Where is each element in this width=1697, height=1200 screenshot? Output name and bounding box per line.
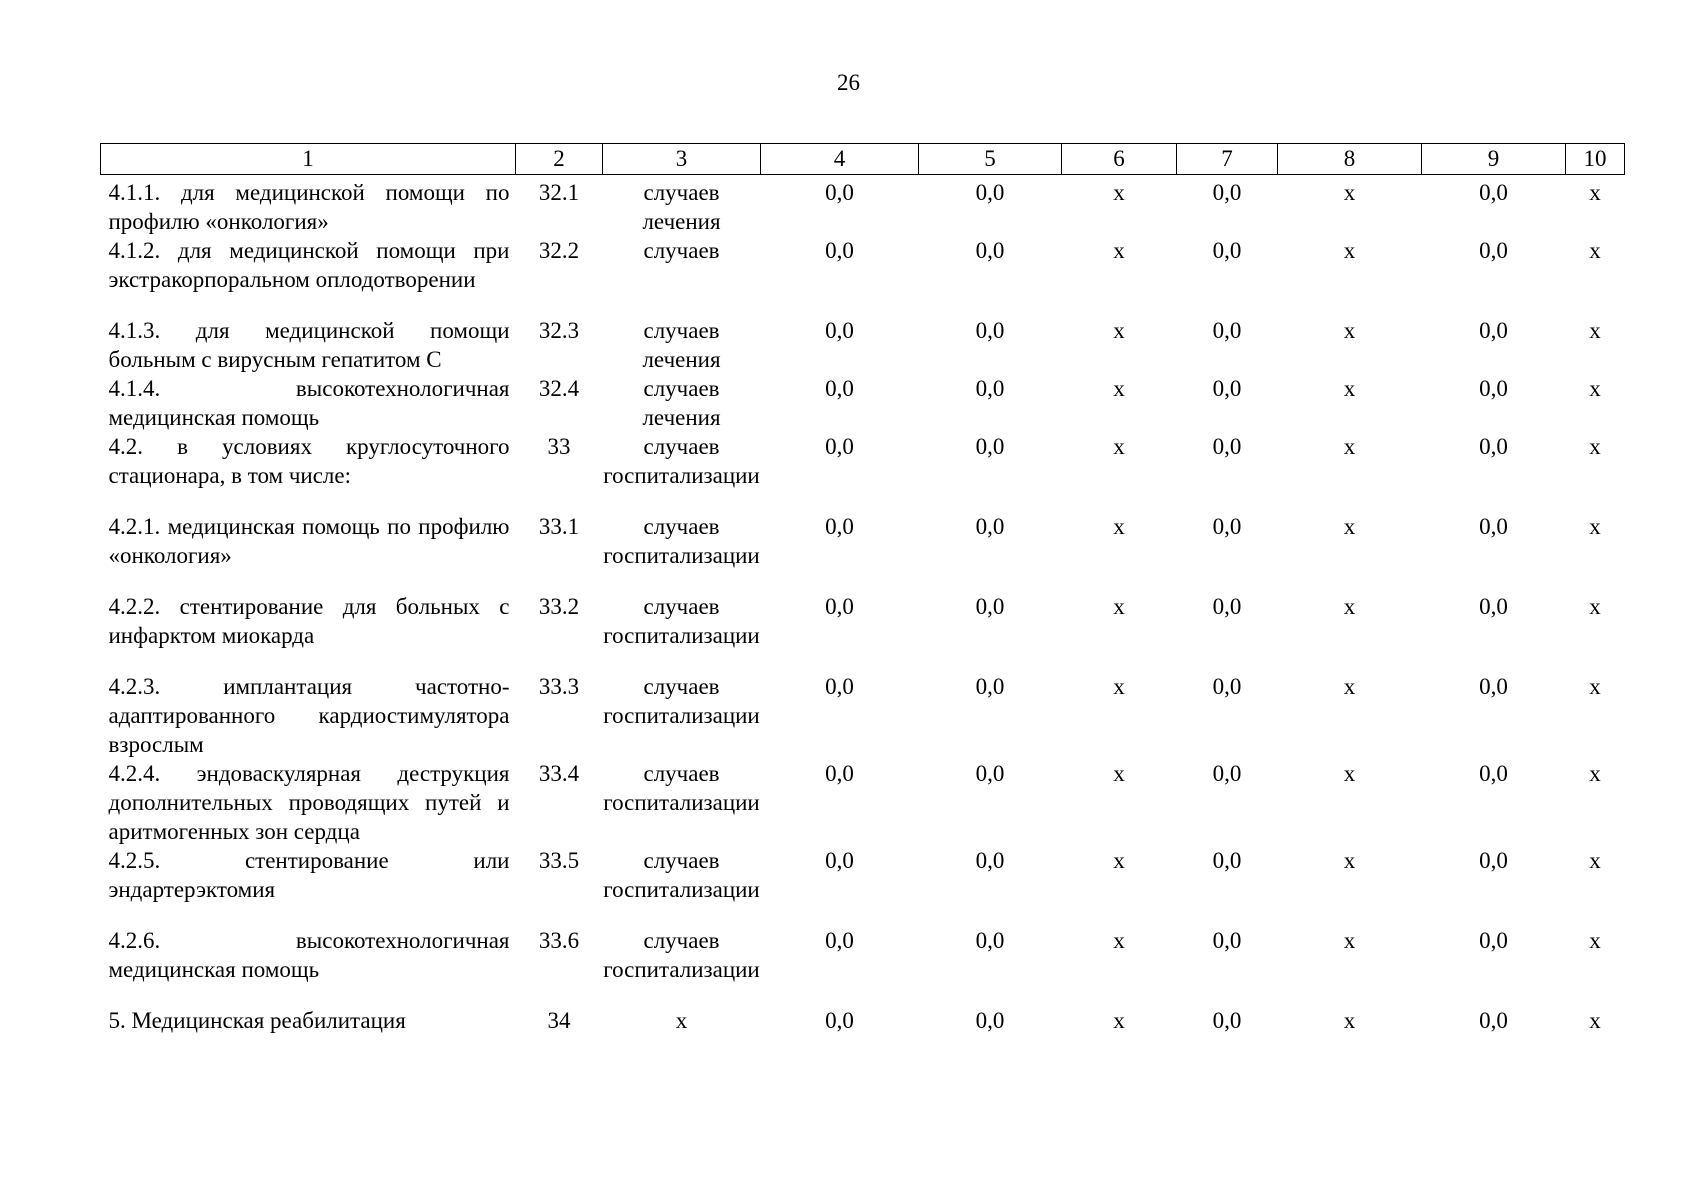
value-cell: х <box>1343 928 1356 953</box>
value-cell: х <box>1343 848 1356 873</box>
unit-cell: случаев госпитализации <box>603 674 760 728</box>
value-cell: 0,0 <box>975 376 1005 401</box>
value-cell: 0,0 <box>1479 594 1508 619</box>
value-cell: 0,0 <box>825 238 854 263</box>
column-header: 3 <box>603 144 761 175</box>
value-cell: 0,0 <box>1212 848 1242 873</box>
table-row <box>101 592 1625 672</box>
value-cell: х <box>1113 848 1125 873</box>
value-cell: х <box>1589 928 1601 953</box>
unit-cell: случаев госпитализации <box>603 928 760 982</box>
row-code-cell: 33.6 <box>538 928 580 953</box>
value-cell: х <box>1343 376 1356 401</box>
value-cell: 0,0 <box>825 761 854 786</box>
table-row <box>101 846 1625 926</box>
value-cell: х <box>1589 1008 1601 1033</box>
value-cell: х <box>1113 514 1125 539</box>
row-code-cell: 33.5 <box>538 848 580 873</box>
table-row <box>101 236 1625 316</box>
value-cell: х <box>1113 674 1125 699</box>
value-cell: х <box>1113 180 1125 205</box>
value-cell: 0,0 <box>1479 318 1508 343</box>
table-row <box>101 175 1625 237</box>
column-header: 9 <box>1422 144 1566 175</box>
value-cell: х <box>1343 761 1356 786</box>
table-row <box>101 432 1625 512</box>
column-header: 10 <box>1566 144 1625 175</box>
value-cell: 0,0 <box>1479 928 1508 953</box>
table-row <box>101 1006 1625 1036</box>
table-row <box>101 759 1625 846</box>
data-table <box>100 143 1625 1036</box>
value-cell: х <box>1589 514 1601 539</box>
column-header: 4 <box>761 144 919 175</box>
value-cell: х <box>1113 434 1125 459</box>
header-row <box>101 144 1625 175</box>
column-header: 2 <box>516 144 603 175</box>
unit-cell: случаев госпитализации <box>603 434 760 488</box>
value-cell: 0,0 <box>1212 434 1242 459</box>
value-cell: х <box>1343 318 1356 343</box>
value-cell: 0,0 <box>1212 928 1242 953</box>
unit-cell: случаев лечения <box>642 376 721 430</box>
row-code-cell: 32.2 <box>538 238 580 263</box>
unit-cell: х <box>675 1008 688 1033</box>
value-cell: 0,0 <box>825 180 854 205</box>
value-cell: 0,0 <box>1479 761 1508 786</box>
row-name-cell: 4.1.1. для медицинской помощи по профилю «онкология» <box>108 180 510 234</box>
value-cell: х <box>1589 180 1601 205</box>
value-cell: 0,0 <box>1212 514 1242 539</box>
value-cell: 0,0 <box>975 1008 1005 1033</box>
value-cell: 0,0 <box>1479 238 1508 263</box>
row-code-cell: 32.1 <box>538 180 580 205</box>
unit-cell: случаев <box>643 238 720 263</box>
row-name-cell: 4.1.3. для медицинской помощи больным с вирусным гепатитом С <box>108 318 510 372</box>
value-cell: 0,0 <box>975 180 1005 205</box>
unit-cell: случаев лечения <box>642 318 721 372</box>
value-cell: 0,0 <box>975 594 1005 619</box>
row-name-cell: 4.2. в условиях круглосуточного стационара, в том числе: <box>108 434 510 488</box>
row-name-cell: 4.2.1. медицинская помощь по профилю «онкология» <box>108 514 510 568</box>
value-cell: х <box>1113 594 1125 619</box>
value-cell: х <box>1343 514 1356 539</box>
row-code-cell: 32.3 <box>538 318 580 343</box>
column-header: 6 <box>1062 144 1177 175</box>
row-code-cell: 33.1 <box>538 514 580 539</box>
value-cell: х <box>1343 594 1356 619</box>
value-cell: 0,0 <box>1212 761 1242 786</box>
row-name-cell: 4.2.5. стентирование или эндартерэктомия <box>108 848 510 902</box>
value-cell: х <box>1589 318 1601 343</box>
table-row <box>101 374 1625 432</box>
value-cell: х <box>1343 238 1356 263</box>
value-cell: 0,0 <box>825 1008 854 1033</box>
column-header: 1 <box>101 144 516 175</box>
value-cell: х <box>1113 376 1125 401</box>
unit-cell: случаев госпитализации <box>603 514 760 568</box>
unit-cell: случаев лечения <box>642 180 721 234</box>
value-cell: х <box>1589 761 1601 786</box>
value-cell: х <box>1589 376 1601 401</box>
row-name-cell: 5. Медицинская реабилитация <box>108 1008 406 1033</box>
column-header: 5 <box>919 144 1062 175</box>
value-cell: 0,0 <box>1212 1008 1242 1033</box>
value-cell: х <box>1343 674 1356 699</box>
row-code-cell: 33.3 <box>538 674 580 699</box>
value-cell: 0,0 <box>975 761 1005 786</box>
value-cell: 0,0 <box>975 848 1005 873</box>
value-cell: 0,0 <box>1479 674 1508 699</box>
value-cell: х <box>1113 1008 1125 1033</box>
page-number: 26 <box>837 70 860 95</box>
value-cell: 0,0 <box>975 434 1005 459</box>
value-cell: 0,0 <box>1212 674 1242 699</box>
value-cell: 0,0 <box>825 594 854 619</box>
value-cell: х <box>1113 761 1125 786</box>
value-cell: 0,0 <box>825 434 854 459</box>
value-cell: 0,0 <box>1479 180 1508 205</box>
value-cell: х <box>1343 434 1356 459</box>
unit-cell: случаев госпитализации <box>603 594 760 648</box>
value-cell: 0,0 <box>825 376 854 401</box>
row-name-cell: 4.2.6. высокотехнологичная медицинская помощь <box>108 928 510 982</box>
value-cell: 0,0 <box>1212 238 1242 263</box>
row-code-cell: 33 <box>547 434 571 459</box>
value-cell: х <box>1343 1008 1356 1033</box>
value-cell: 0,0 <box>975 318 1005 343</box>
value-cell: 0,0 <box>825 928 854 953</box>
value-cell: 0,0 <box>1479 376 1508 401</box>
table-row <box>101 926 1625 1006</box>
column-header: 7 <box>1177 144 1278 175</box>
value-cell: х <box>1113 238 1125 263</box>
value-cell: 0,0 <box>825 848 854 873</box>
value-cell: 0,0 <box>1212 376 1242 401</box>
value-cell: х <box>1589 848 1601 873</box>
value-cell: х <box>1589 434 1601 459</box>
table-body <box>101 175 1625 1037</box>
row-name-cell: 4.2.2. стентирование для больных с инфарктом миокарда <box>108 594 510 648</box>
value-cell: 0,0 <box>975 928 1005 953</box>
table-row <box>101 512 1625 592</box>
value-cell: х <box>1113 318 1125 343</box>
row-code-cell: 33.2 <box>538 594 580 619</box>
value-cell: 0,0 <box>975 674 1005 699</box>
unit-cell: случаев госпитализации <box>603 848 760 902</box>
value-cell: 0,0 <box>975 238 1005 263</box>
column-header: 8 <box>1278 144 1422 175</box>
value-cell: 0,0 <box>1479 434 1508 459</box>
value-cell: 0,0 <box>825 674 854 699</box>
value-cell: х <box>1589 238 1601 263</box>
value-cell: 0,0 <box>1479 1008 1508 1033</box>
row-code-cell: 34 <box>547 1008 571 1033</box>
value-cell: х <box>1113 928 1125 953</box>
value-cell: 0,0 <box>975 514 1005 539</box>
row-code-cell: 33.4 <box>538 761 580 786</box>
table-row <box>101 316 1625 374</box>
row-name-cell: 4.2.4. эндоваскулярная деструкция дополнительных проводящих путей и аритмогенных зон сердца <box>108 761 510 844</box>
unit-cell: случаев госпитализации <box>603 761 760 815</box>
value-cell: х <box>1589 594 1601 619</box>
value-cell: 0,0 <box>1479 514 1508 539</box>
value-cell: 0,0 <box>1212 180 1242 205</box>
row-name-cell: 4.2.3. имплантация частотно-адаптированного кардиостимулятора взрослым <box>108 674 510 757</box>
value-cell: 0,0 <box>1479 848 1508 873</box>
value-cell: х <box>1589 674 1601 699</box>
table-row <box>101 672 1625 759</box>
value-cell: х <box>1343 180 1356 205</box>
value-cell: 0,0 <box>825 514 854 539</box>
value-cell: 0,0 <box>1212 318 1242 343</box>
row-code-cell: 32.4 <box>538 376 580 401</box>
row-name-cell: 4.1.2. для медицинской помощи при экстракорпоральном оплодотворении <box>108 238 510 292</box>
row-name-cell: 4.1.4. высокотехнологичная медицинская помощь <box>108 376 510 430</box>
value-cell: 0,0 <box>1212 594 1242 619</box>
value-cell: 0,0 <box>825 318 854 343</box>
